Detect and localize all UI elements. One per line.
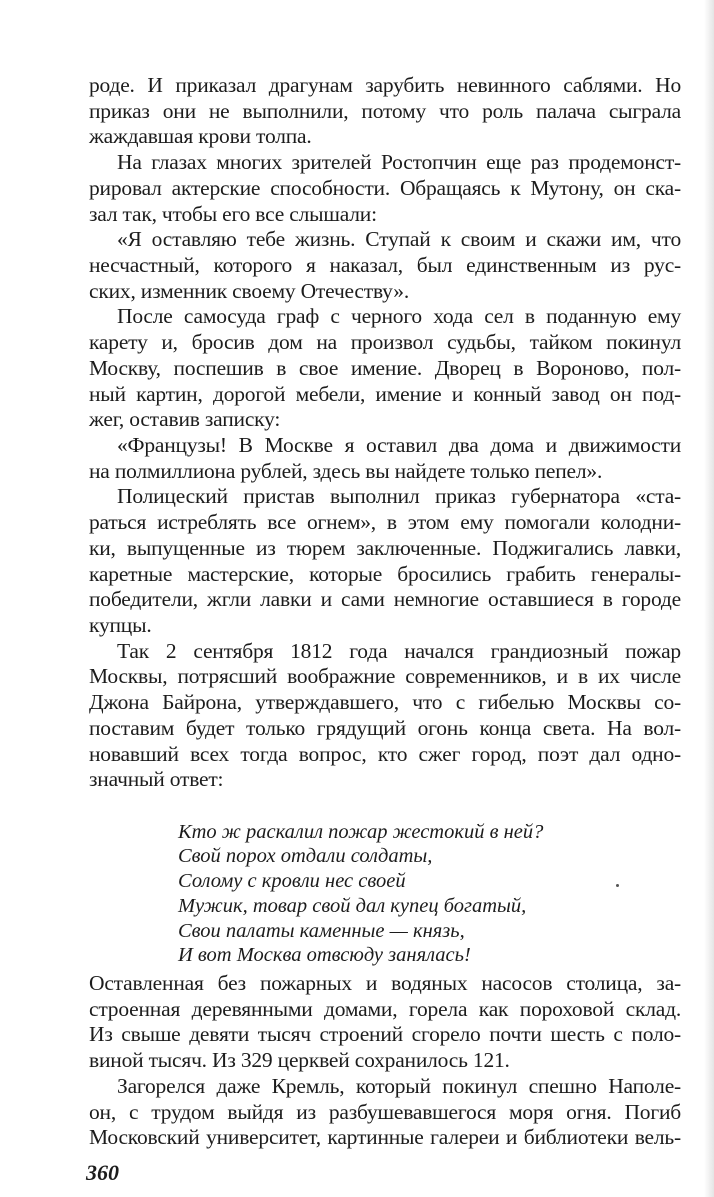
poem-line: Солому с кровли нес своей: [178, 870, 406, 893]
text-line: новавший всех тогда вопрос, кто сжег город, поэт дал одно-: [89, 741, 681, 766]
text-line: купцы.: [89, 612, 152, 637]
text-line: Оставленная без пожарных и водяных насосов столица, за-: [89, 971, 681, 995]
text-line: Джона Байрона, утверждавшего, что с гибелью Москвы со-: [89, 690, 681, 715]
text-line: На глазах многих зрителей Ростопчин еще раз продемонст-: [117, 150, 681, 175]
text-line: Московский университет, картинные галереи и библиотеки вель-: [89, 1125, 681, 1150]
text-line: виной тысяч. Из 329 церквей сохранилось 121.: [89, 1048, 510, 1073]
text-line: роде. И приказал драгунам зарубить невинного саблями. Но: [89, 73, 681, 97]
text-line: Москвы, потрясший воображние современников, и в их числе: [89, 664, 681, 689]
text-line: ских, изменник своему Отечеству».: [89, 278, 409, 303]
poem-line: Свои палаты каменные — князь,: [178, 919, 465, 942]
text-line: ки, выпущенные из тюрем заключенные. Поджигались лавки,: [89, 535, 681, 560]
text-line: рировал актерские способности. Обращаясь к Мутону, он ска-: [89, 175, 681, 200]
scan-speck: [616, 884, 619, 887]
text-line: После самосуда граф с черного хода сел в поданную ему: [117, 304, 681, 329]
text-line: строенная деревянными домами, горела как пороховой склад.: [89, 996, 681, 1021]
text-line: каретные мастерские, которые бросились грабить генералы-: [89, 561, 681, 586]
text-line: значный ответ:: [89, 767, 224, 792]
poem-line: Свой порох отдали солдаты,: [178, 845, 433, 868]
text-line: победители, жгли лавки и сами немногие оставшиеся в городе: [89, 587, 681, 612]
text-line: Так 2 сентября 1812 года начался грандиозный пожар: [117, 638, 681, 663]
text-line: раться истреблять все огнем», в этом ему помогали колодни-: [89, 510, 681, 535]
text-line: ный картин, дорогой мебели, имение и конный завод он под-: [89, 381, 681, 406]
text-line: он, с трудом выйдя из разбушевавшегося моря огня. Погиб: [89, 1099, 681, 1124]
text-line: Загорелся даже Кремль, который покинул спешно Наполе-: [117, 1073, 681, 1098]
poem-line: И вот Москва отвсюду занялась!: [178, 944, 471, 967]
poem-line: Кто ж раскалил пожар жестокий в ней?: [178, 820, 544, 843]
text-line: жаждавшая крови толпа.: [89, 124, 312, 149]
text-line: зал так, чтобы его все слышали:: [89, 201, 377, 226]
text-line: «Я оставляю тебе жизнь. Ступай к своим и скажи им, что: [117, 227, 681, 252]
text-line: Из свыше девяти тысяч строений сгорело почти шесть с поло-: [89, 1022, 681, 1047]
text-line: приказ они не выполнили, потому что роль палача сыграла: [89, 98, 681, 123]
poem-line: Мужик, товар свой дал купец богатый,: [178, 894, 527, 917]
text-line: карету и, бросив дом на произвол судьбы, тайком покинул: [89, 330, 681, 355]
text-line: несчастный, которого я наказал, был единственным из рус-: [89, 252, 681, 277]
text-line: «Французы! В Москве я оставил два дома и движимости: [117, 432, 681, 457]
text-line: Полицеский пристав выполнил приказ губернатора «ста-: [117, 484, 681, 509]
text-line: жег, оставив записку:: [89, 407, 281, 432]
page-edge-shadow: [704, 0, 714, 1197]
text-line: поставим будет только грядущий огонь конца света. На вол-: [89, 715, 681, 740]
text-line: Москву, поспешив в свое имение. Дворец в Вороново, пол-: [89, 355, 681, 380]
text-line: на полмиллиона рублей, здесь вы найдете только пепел».: [89, 458, 603, 483]
page-number: 360: [86, 1160, 119, 1185]
